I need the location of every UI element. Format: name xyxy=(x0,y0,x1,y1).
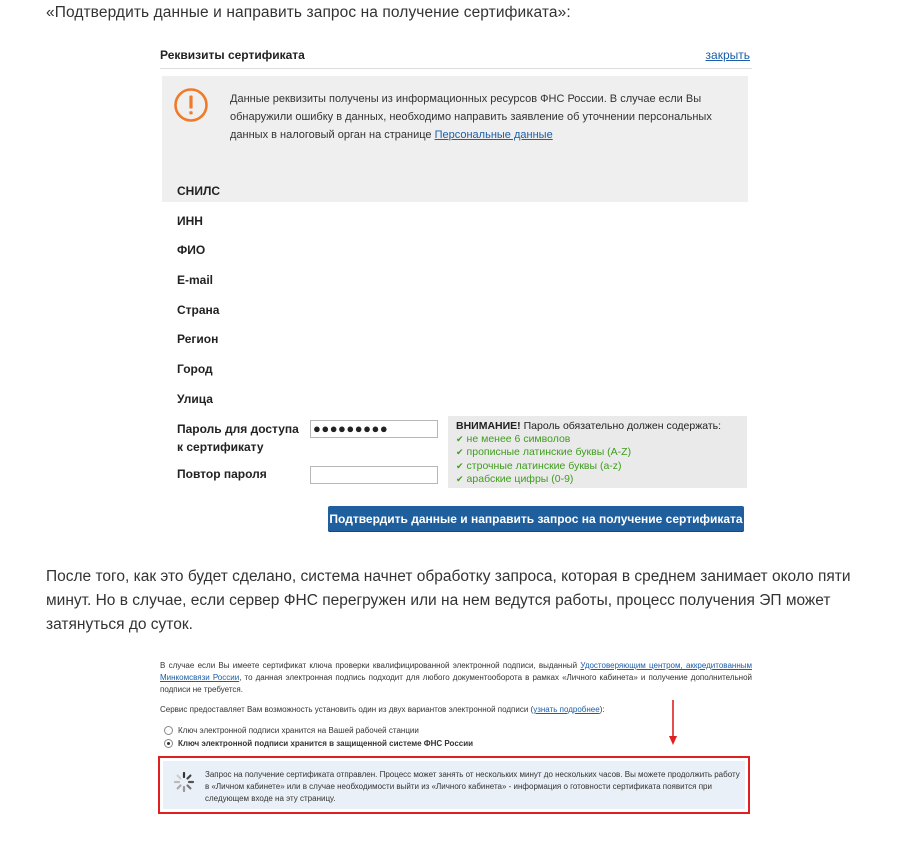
intro-after: , то данная электронная подпись подходит для любого документооборота в рамках «Личного кабинета» и получение дополнительной подписи не требуется. xyxy=(160,673,752,694)
personal-data-link[interactable]: Персональные данные xyxy=(434,129,553,141)
check-icon: ✔ xyxy=(456,447,464,458)
requirement-item xyxy=(456,460,747,473)
radio-button[interactable] xyxy=(164,726,173,735)
panel-header xyxy=(160,44,752,69)
password-label: Пароль для доступа к сертификату xyxy=(177,422,299,454)
certificate-details-panel xyxy=(160,44,752,537)
requirement-text: арабские цифры (0-9) xyxy=(466,472,574,485)
requirements-heading xyxy=(456,420,747,433)
requirement-item xyxy=(456,473,747,486)
option-fns-key[interactable] xyxy=(164,739,473,748)
fio-label: ФИО xyxy=(177,243,206,257)
learn-more-link[interactable]: узнать подробнее xyxy=(533,705,600,714)
warning-icon xyxy=(174,88,208,122)
warning-label: ВНИМАНИЕ! xyxy=(456,420,521,432)
country-label: Страна xyxy=(177,303,220,317)
region-label: Регион xyxy=(177,332,219,346)
panel-title: Реквизиты сертификата xyxy=(160,48,305,62)
requirements-intro: Пароль обязательно должен содержать: xyxy=(520,420,722,432)
check-icon: ✔ xyxy=(456,473,464,484)
service-before: Сервис предоставляет Вам возможность установить один из двух вариантов электронной подписи ( xyxy=(160,705,534,714)
snils-label: СНИЛС xyxy=(177,184,221,198)
option-local-key[interactable] xyxy=(164,726,419,735)
requirement-text: прописные латинские буквы (A-Z) xyxy=(466,446,632,459)
intro-text: «Подтвердить данные и направить запрос на получение сертификата»: xyxy=(46,4,571,21)
requirement-text: не менее 6 символов xyxy=(466,433,571,446)
certification-center-link[interactable]: Удостоверяющим центром, аккредитованным Минкомсвязи России xyxy=(160,661,752,682)
notice-message: Данные реквизиты получены из информационных ресурсов ФНС России. В случае если Вы обнаружили ошибку в данных, необходимо направить заявление об уточнении персональных данных в налоговый орган на странице xyxy=(230,93,712,141)
submit-request-button[interactable]: Подтвердить данные и направить запрос на получение сертификата xyxy=(328,506,744,532)
repeat-password-label: Повтор пароля xyxy=(177,467,267,481)
requirement-item xyxy=(456,433,747,446)
password-requirements xyxy=(448,416,747,488)
requirement-item xyxy=(456,446,747,459)
service-after: ): xyxy=(599,705,605,714)
radio-button-selected[interactable] xyxy=(164,739,173,748)
service-text xyxy=(160,705,605,714)
check-icon: ✔ xyxy=(456,460,464,471)
status-panel xyxy=(163,761,745,809)
option-label: Ключ электронной подписи хранится на Вашей рабочей станции xyxy=(178,726,419,735)
arrow-down-icon xyxy=(668,700,678,746)
notice-text xyxy=(230,90,740,144)
intro-before: В случае если Вы имеете сертификат ключа проверки квалифицированной электронной подписи, выданный xyxy=(160,661,578,670)
request-status-box xyxy=(158,756,750,814)
info-notice xyxy=(162,76,748,202)
close-link[interactable]: закрыть xyxy=(705,48,750,62)
inn-label: ИНН xyxy=(177,214,203,228)
requirement-text: строчные латинские буквы (a-z) xyxy=(466,459,622,472)
street-label: Улица xyxy=(177,392,213,406)
option-label: Ключ электронной подписи хранится в защищенной системе ФНС России xyxy=(178,739,474,748)
status-message: Запрос на получение сертификата отправлен. Процесс может занять от нескольких минут до нескольких часов. Вы можете продолжить работу в «Личном кабинете» или в случае необходимости выйти из «Личного кабинета» - информация о готовности сертификата появится при следующем входе на эту страницу. xyxy=(205,770,740,803)
check-icon: ✔ xyxy=(456,434,464,445)
certificate-info-text xyxy=(160,660,752,696)
article-paragraph: После того, как это будет сделано, система начнет обработку запроса, которая в среднем занимает около пяти минут. Но в случае, если сервер ФНС перегружен или на нем ведутся работы, процесс получения ЭП может затянуться до суток. xyxy=(46,568,851,633)
repeat-password-input[interactable] xyxy=(310,466,438,484)
password-input[interactable]: ●●●●●●●●● xyxy=(310,420,438,438)
email-label: E-mail xyxy=(177,273,214,287)
loading-spinner-icon xyxy=(173,771,195,793)
city-label: Город xyxy=(177,362,213,376)
